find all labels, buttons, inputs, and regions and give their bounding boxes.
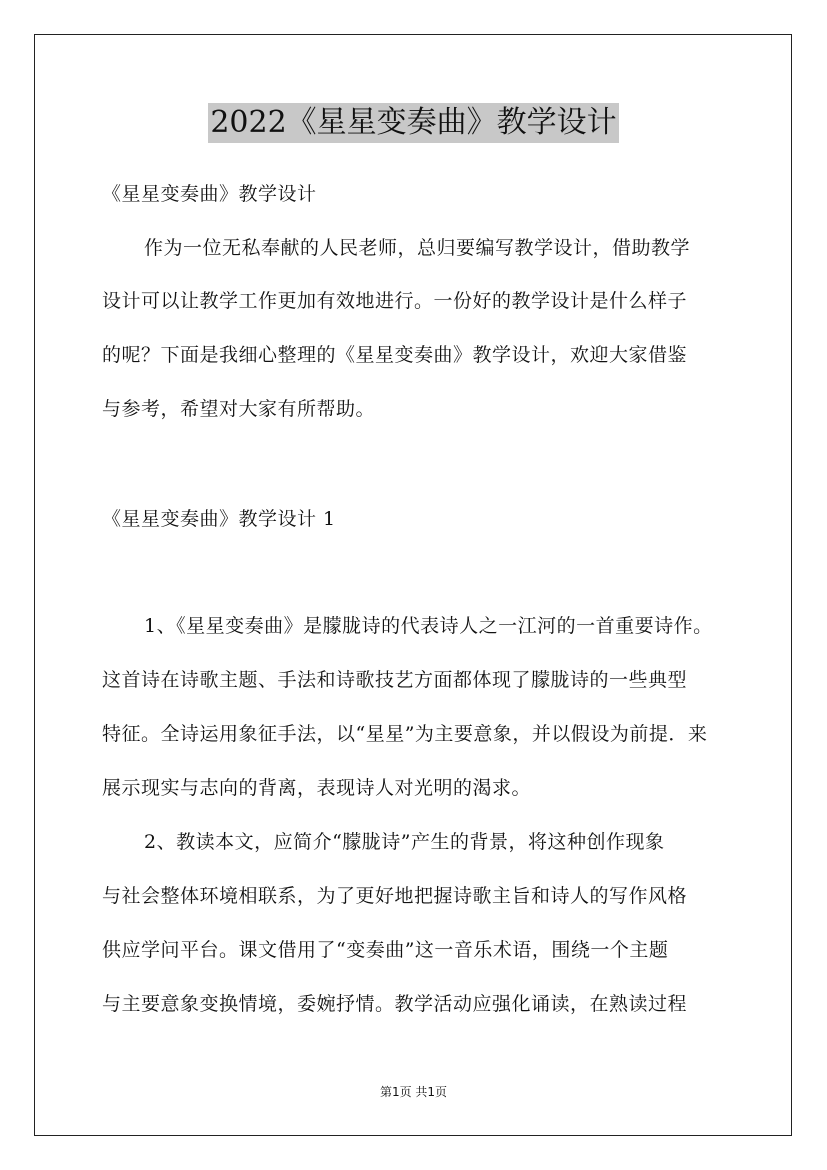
section-title: 《星星变奏曲》教学设计 1 bbox=[102, 508, 336, 530]
intro-line-2: 设计可以让教学工作更加有效地进行。一份好的教学设计是什么样子 bbox=[102, 290, 688, 312]
body-line-3: 特征。全诗运用象征手法，以“星星”为主要意象，并以假设为前提．来 bbox=[102, 723, 708, 745]
body-line-5: 2、教读本文，应简介“朦胧诗”产生的背景，将这种创作现象 bbox=[144, 831, 665, 853]
body-line-1: 1、《星星变奏曲》是朦胧诗的代表诗人之一江河的一首重要诗作。 bbox=[144, 615, 713, 637]
title-container bbox=[0, 103, 827, 143]
intro-line-1: 作为一位无私奉献的人民老师，总归要编写教学设计，借助教学 bbox=[144, 237, 691, 259]
intro-line-3: 的呢？下面是我细心整理的《星星变奏曲》教学设计，欢迎大家借鉴 bbox=[102, 344, 688, 366]
body-line-4: 展示现实与志向的背离，表现诗人对光明的渴求。 bbox=[102, 777, 532, 799]
intro-line-4: 与参考，希望对大家有所帮助。 bbox=[102, 398, 376, 420]
body-line-8: 与主要意象变换情境，委婉抒情。教学活动应强化诵读，在熟读过程 bbox=[102, 993, 688, 1015]
body-line-6: 与社会整体环境相联系，为了更好地把握诗歌主旨和诗人的写作风格 bbox=[102, 885, 688, 907]
body-line-7: 供应学问平台。课文借用了“变奏曲”这一音乐术语，围绕一个主题 bbox=[102, 939, 669, 961]
body-line-2: 这首诗在诗歌主题、手法和诗歌技艺方面都体现了朦胧诗的一些典型 bbox=[102, 669, 688, 691]
subtitle: 《星星变奏曲》教学设计 bbox=[102, 183, 317, 205]
document-title: 2022《星星变奏曲》教学设计 bbox=[208, 103, 618, 143]
page-footer: 第1页 共1页 bbox=[379, 1085, 448, 1099]
